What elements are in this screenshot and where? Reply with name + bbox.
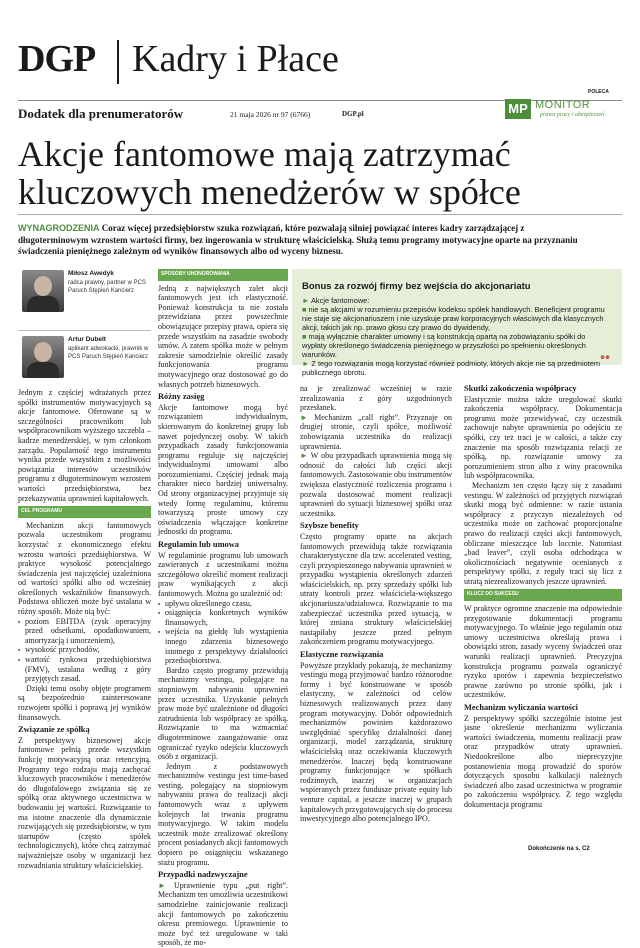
paragraph: Jednym z podstawowych mechanizmów vestingu jest time-based vesting, polegający na stopniowym nabywaniu prawa do realizacji akcji fantomowych wraz z upływem kolejnych lat trwania programu motywacyjnego. W takim modelu uczestnik może zrealizować określony procent posiadanych akcji fantomowych dopiero po osiągnięciu wskazanego stażu programu. — [158, 761, 288, 867]
arrow-icon: ► — [300, 412, 308, 422]
lead-category-tag: WYNAGRODZENIA — [18, 223, 100, 233]
subheading: Przypadki nadzwyczajne — [158, 870, 248, 880]
paragraph — [300, 413, 452, 451]
continued-on-page: Dokończenie na s. C2 — [528, 846, 590, 852]
info-box-body — [302, 296, 612, 377]
paragraph: Mechanizm ten często łączy się z zasadami vestingu. W zależności od przyjętych rozwiązań skutki mogą być odmienne: w razie ustania współpracy z przyczyn niezależnych od uczestnika może on zachować proporcjonalne prawo do realizacji części akcji fantomowych, obliczane mieszczące lub loccnie. Natomiast „bad leaver”, czyli osoba odchodząca w okolicznościach negatywnie ocenianych z perspektywy spółki, z reguły traci się licz z utratą niezrealizowanych jeszcze uprawnień. — [464, 480, 622, 586]
headline-rule — [18, 214, 622, 215]
info-box-line-text: Z tego rozwiązania mogą korzystać również podmioty, których akcje nie są przedmiotem publicznego obrotu. — [302, 359, 601, 377]
subheading: Związanie ze spółką — [18, 725, 90, 735]
site-link[interactable]: DGP.pl — [342, 110, 364, 118]
author-name-2: Artur Dubelt — [68, 336, 106, 343]
list-item: ■ osiągnięcia konkretnych wyników finansowych, — [165, 608, 288, 627]
masthead-rule — [18, 100, 622, 101]
section-tag: CEL PROGRAMU — [18, 506, 151, 518]
subheading: Różny zasięg — [158, 392, 205, 402]
section-tag: SPOSOBY UHONOROWANIA — [158, 269, 288, 281]
paragraph: na je zrealizować wcześniej w razie zrealizowania z góry uzgodnionych przesłanek. — [300, 384, 452, 413]
lead-text: Coraz więcej przedsiębiorstw szuka rozwiązań, które pozwalają silniej powiązać interes kadry zarządzającej z długoterminowym wzrostem wartości firmy, bez ingerowania w strukturę właścicielską. Służą temu programy motywacyjne oparte na przyznaniu świadczenia pieniężnego zależnym od wyników finansowych albo od wyceny biznesu. — [18, 223, 578, 256]
paragraph-text: Mechanizm „call right”. Przyznaje on drugiej stronie, czyli spółce, możliwość zobowiązania uczestnika do realizacji uprawnienia. — [300, 412, 452, 451]
column-2 — [158, 269, 288, 948]
paragraph: Dzięki temu osoby objęte programem są bezpośrednio zainteresowane rozwojem spółki i poprawą jej wyników finansowych. — [18, 683, 151, 722]
paragraph: Jednym z częściej wdrażanych przez spółki instrumentów motywacyjnych są akcje fantomowe. Oferowane są w szczególności pracownikom lub współpracownikom wyższego szczebla – kadrze menedżerskiej, w tym członkom zarządu. Popularność tego instrumentu wynika przede wszystkim z możliwości powiązania interesów uczestników programu z długoterminowym wzrostem wartości przedsiębiorstwa, bez przekazywania uprawnień kapitałowych. — [18, 388, 151, 503]
arrow-icon: ► — [158, 880, 166, 890]
article-lead — [18, 223, 592, 258]
info-box-line — [302, 296, 612, 305]
author-photo-2 — [22, 336, 64, 378]
subheading: Mechanizm wyliczania wartości — [464, 703, 578, 712]
section-title: Kadry i Płace — [132, 38, 339, 80]
column-1 — [18, 388, 151, 870]
monitor-logo-badge: MP — [505, 99, 531, 119]
bullet-icon: ■ — [302, 305, 307, 314]
author-name-1: Miłosz Awedyk — [68, 270, 114, 277]
paragraph-text: Uprawnienie typu „put right”. Mechanizm ten umożliwia uczestnikowi samodzielne zainicjowanie realizacji akcji fantomowych po zakończeniu okresu premiowego. Uprawnienie to może być też uregulowane w taki sposób, że mo- — [158, 880, 288, 948]
paragraph: Jedną z największych zalet akcji fantomowych jest ich elastyczność. Ponieważ konstrukcja ta nie została przewidziana przez powszechnie obowiązujące przepisy prawa, opiera się przede wszystkim na zasadzie swobody umów. A zatem spółka może w pełnym zakresie samodzielnie określić zasady funkcjonowania programu motywacyjnego oraz dostosować go do własnych potrzeb biznesowych. — [158, 283, 288, 389]
list-item: ■ poziom EBITDA (zysk operacyjny przed odsetkami, opodatkowaniem, amortyzacją i umorzeniem), — [25, 617, 151, 646]
author-role-1: radca prawny, partner w PCS Paruch Stępień Kancierz — [68, 280, 146, 294]
bullet-list — [18, 617, 151, 684]
newspaper-logo: DGP — [18, 38, 96, 80]
author-divider — [18, 330, 151, 331]
column-3 — [300, 384, 452, 824]
list-item: ■ wysokość przychodów, — [25, 645, 151, 655]
partner-label: POLECA — [588, 89, 609, 95]
subheading: Regulamin lub umowa — [158, 540, 239, 550]
paragraph: Mechanizm akcji fantomowych pozwala uczestnikom programu korzystać z ekonomicznego efektu wzrostu wartości przedsiębiorstwa. W praktyce wysokość potencjalnego świadczenia jest najczęściej uzależniona od wartości spółki albo od wcześniej określonych wskaźników finansowych. Podstawa obliczeń może być ustalana w różny sposób. Może nią być: — [18, 520, 151, 617]
list-item: ■ wejścia na giełdę lub wystąpienia innego zdarzenia biznesowego istotnego z perspektywy działalności przedsiębiorstwa. — [165, 627, 288, 665]
paragraph-text: W obu przypadkach uprawnienia mogą się odnosić do całości lub części akcji fantomowych. Zastosowanie obu instrumentów zwiększa elastyczność rozliczenia programu i pozwala dostosować moment realizacji uprawnień do sytuacji biznesowej spółki oraz uczestnika. — [300, 451, 452, 518]
paragraph — [158, 881, 288, 948]
monitor-tagline: prawa pracy i ubezpieczeń — [540, 112, 605, 118]
column-4 — [464, 384, 622, 810]
author-role-2: aplikant adwokacki, prawnik w PCS Paruch Stępień Kancierz — [68, 346, 149, 360]
paragraph: Bardzo często programy przewidują mechanizmy vestingu, polegające na stopniowym nabywaniu uprawnień przez uczestnika. Uzyskanie pełnych praw może być uzależnione od długości zatrudnienia lub współpracy ze spółką. Rozwiązanie to ma wzmacniać długoterminowe zaangażowanie oraz ograniczać ryzyko odejścia kluczowych osób z organizacji. — [158, 665, 288, 762]
supplement-label: Dodatek dla prenumeratorów — [18, 106, 184, 121]
article-headline: Akcje fantomowe mają zatrzymać kluczowych menedżerów w spółce — [18, 134, 521, 212]
paragraph — [300, 451, 452, 518]
arrow-icon: ► — [302, 359, 310, 368]
subheading: Szybsze benefity — [300, 521, 359, 531]
info-box-line — [302, 359, 612, 377]
bullet-icon: ■ — [302, 332, 307, 341]
masthead-divider — [117, 40, 119, 84]
list-item: ■ upływu określonego czasu, — [165, 599, 288, 609]
section-tag: KLUCZ DO SUKCESU — [464, 589, 622, 601]
info-box-title: Bonus za rozwój firmy bez wejścia do akcjonariatu — [302, 281, 531, 292]
paragraph: Z perspektywy spółki szczególnie istotne jest jasne określenie mechanizmu wyliczania wartości świadczenia, momentu realizacji praw oraz przypadków utraty uprawnień. Niedookreślone albo nieprecyzyjne postanowienia mogą prowadzić do sporów dotyczących sposobu kalkulacji należnych świadczeń albo zasad uczestnictwa w programie po zakończeniu współpracy. Z tego względu dokumentacja programu — [464, 713, 622, 809]
issue-info: 21 maja 2026 nr 97 (6766) — [230, 110, 311, 119]
paragraph: Z perspektywy biznesowej akcje fantomowe pełnią przede wszystkim funkcję motywacyjną oraz retencyjną. Programy tego rodzaju mają zachęcać kluczowych pracowników i menedżerów do długofalowego związania się ze spółką oraz aktywnego uczestnictwa w budowaniu jej wartości. Rozwiązanie to ma istotne znaczenie dla dynamicznie rozwijających się przedsiębiorstw, w tym startupów (często spółek technologicznych), które chcą zatrzymać najważniejsze osoby w organizacji bez rozwadniania struktury właścicielskiej. — [18, 735, 151, 870]
subheading: Elastyczne rozwiązania — [300, 650, 384, 660]
info-box-line-text: Akcje fantomowe: — [310, 296, 370, 305]
arrow-icon: ► — [302, 296, 310, 305]
paragraph: W regulaminie programu lub umowach zawieranych z uczestnikami można szczegółowo określić moment realizacji praw wynikających z akcji fantomowych. Można go uzależnić od: — [158, 550, 288, 598]
paragraph: Elastycznie można także uregulować skutki zakończenia współpracy. Dokumentacja programu może przewidywać, czy uczestnik zachowuje nabyte uprawnienia po odejściu ze spółki, czy też traci je w całości, a także czy znaczenie ma sposób rozwiązania relacji ze spółką, np. rozwiązanie umowy za porozumieniem stron albo z winy pracownika lub współpracownika. — [464, 394, 622, 481]
arrow-icon: ► — [300, 451, 308, 461]
paragraph: Powyższe przykłady pokazują, że mechanizmy vestingu mogą przyjmować bardzo różnorodne formy i być konstruowane w sposób elastyczny, w zależności od celów biznesowych realizowanych przez dany program motywacyjny. Dobór odpowiednich mechanizmów powinien każdorazowo uwzględniać specyfikę działalności danej organizacji, model zarządzania, strukturę właścicielską oraz oczekiwania kluczowych menedżerów. Inaczej będą konstruowane programy funkcjonujące w spółkach rodzinnych, inaczej w organizacjach wspieranych przez fundusze private equity lub venture capital, a jeszcze inaczej w grupach kapitałowych przygotowujących się do procesu inwestycyjnego albo potencjalnego IPO. — [300, 660, 452, 824]
paragraph: Akcje fantomowe mogą być rozwiązaniem indywidualnym, skierowanym do konkretnej grupy lub nawet pojedynczej osoby. W takich przypadkach zasady funkcjonowania programu reguluje się najczęściej indywidualnymi umowami albo porozumieniami. Częściej jednak mają charakter nieco bardziej uniwersalny. Od strony organizacyjnej przyjmuje się wtedy formę regulaminu, któremu towarzyszą proste umowy czy oświadczenia włączające konkretne jednostki do programu. — [158, 402, 288, 537]
monitor-logo-name: MONITOR — [535, 99, 591, 111]
subheading: Skutki zakończenia współpracy — [464, 384, 577, 393]
paragraph: Często programy oparte na akcjach fantomowych przewidują także rozwiązania charakterystyczne dla tzw. accelerated vesting, czyli przyspieszonego nabywania uprawnień w przypadku wystąpienia określonych zdarzeń właścicielskich, np. przy sprzedaży spółki lub utraty kontroli przez właściciela-większego akcjonariusza/udziałowca. Rozwiązanie to ma zabezpieczać uczestnika przed sytuacją, w której zmiana struktury właścicielskiej nastąpiłaby jeszcze przed pełnym zakończeniem programu motywacyjnego. — [300, 531, 452, 647]
info-box-line — [302, 332, 612, 359]
paragraph: W praktyce ogromne znaczenie ma odpowiednie przygotowanie dokumentacji programu motywacyjnego. To właśnie jego regulamin oraz umowy uczestnictwa określają prawa i obowiązki stron, zasady wyceny świadczeń oraz warunki realizacji uprawnień. Precyzyjna konstrukcja programu pozwala ograniczyć ryzyko sporów i zapewnia bezpieczeństwo prawne zarówno po stronie spółki, jak i uczestników. — [464, 604, 622, 700]
info-box-line — [302, 305, 612, 332]
copyright-badge-icon: ⊕⊕ — [600, 355, 611, 361]
list-item: ■ wartość rynkowa przedsiębiorstwa (FMV), ustalana według z góry przyjętych zasad. — [25, 655, 151, 684]
author-photo-1 — [22, 270, 64, 312]
info-box-line-text: nie są akcjami w rozumieniu przepisów kodeksu spółek handlowych. Beneficjent programu nie staje się akcjonariuszem i nie uzyskuje praw korporacyjnych właściwych dla klasycznych akcji, takich jak np. prawo głosu czy prawo do dywidendy, — [302, 305, 605, 332]
info-box-line-text: mają wyłącznie charakter umowny i są konstrukcją opartą na zobowiązaniu spółki do wypłaty określonego świadczenia pieniężnego w przyszłości po spełnieniu określonych warunków. — [302, 332, 586, 359]
bullet-list — [158, 599, 288, 666]
